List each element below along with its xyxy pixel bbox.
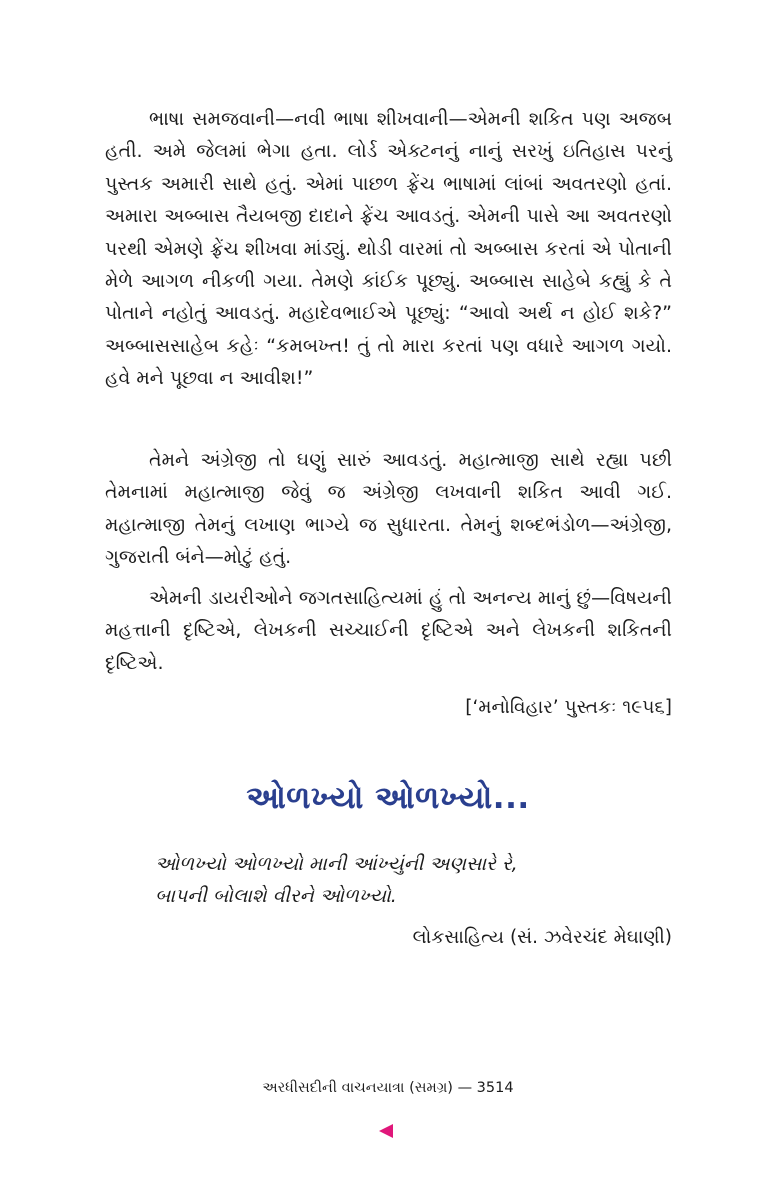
poem-block [155, 848, 518, 912]
triangle-left-icon[interactable] [379, 1124, 393, 1138]
paragraph-text: ભાષા સમજવાની—નવી ભાષા શીખવાની—એમની શકિત પણ અજબ હતી. અમે જેલમાં ભેગા હતા. લોર્ડ એક્ટનનું નાનું સરખું ઇતિહાસ પરનું પુસ્તક અમારી સાથે હતું. એમાં પાછળ ફ્રેંચ ભાષામાં લાંબાં અવતરણો હતાં. અમારા અબ્બાસ તૈયબજી દાદાને ફ્રેંચ આવડતું. એમની પાસે આ અવતરણો પરથી એમણે ફ્રેંચ શીખવા માંડ્યું. થોડી વારમાં તો અબ્બાસ કરતાં એ પોતાની મેળે આગળ નીકળી ગયા. તેમણે કાંઈક પૂછ્યું. અબ્બાસ સાહેબે કહ્યું કે તે પોતાને નહોતું આવડતું. મહાદેવભાઈએ પૂછ્યું: “આવો અર્થ ન હોઈ શકે?” અબ્બાસસાહેબ કહેઃ “કમબખ્ત! તું તો મારા કરતાં પણ વધારે આગળ ગયો. હવે મને પૂછવા ન આવીશ!” [105, 108, 672, 390]
body-paragraph-3 [105, 582, 672, 679]
poem-line-2: બાપની બોલાશે વીરને ઓળખ્યો. [155, 885, 397, 907]
page-footer: અરધીસદીની વાચનયાત્રા (સમગ્ર) — 3514 [262, 1080, 514, 1096]
body-paragraph-2 [105, 444, 672, 574]
source-citation: [‘મનોવિહાર’ પુસ્તકઃ ૧૯૫૬] [465, 697, 672, 718]
paragraph-text: એમની ડાયરીઓને જગતસાહિત્યમાં હું તો અનન્ય માનું છું—વિષયની મહત્તાની દૃષ્ટિએ, લેખકની સચ્ચાઈની દૃષ્ટિએ અને લેખકની શકિતની દૃષ્ટિએ. [105, 587, 672, 674]
paragraph-text: તેમને અંગ્રેજી તો ઘણું સારું આવડતું. મહાત્માજી સાથે રહ્યા પછી તેમનામાં મહાત્માજી જેવું જ અંગ્રેજી લખવાની શકિત આવી ગઈ. મહાત્માજી તેમનું લખાણ ભાગ્યે જ સુધારતા. તેમનું શબ્દભંડોળ—અંગ્રેજી, ગુજરાતી બંને—મોટું હતું. [105, 449, 672, 569]
poem-line-1: ઓળખ્યો ઓળખ્યો માની આંખ્યુંની અણસારે રે, [155, 853, 518, 875]
poem-source: લોકસાહિત્ય (સં. ઝવેરચંદ મેઘાણી) [412, 927, 672, 948]
section-title: ઓળખ્યો ઓળખ્યો... [246, 780, 530, 816]
body-paragraph-1 [105, 103, 672, 395]
